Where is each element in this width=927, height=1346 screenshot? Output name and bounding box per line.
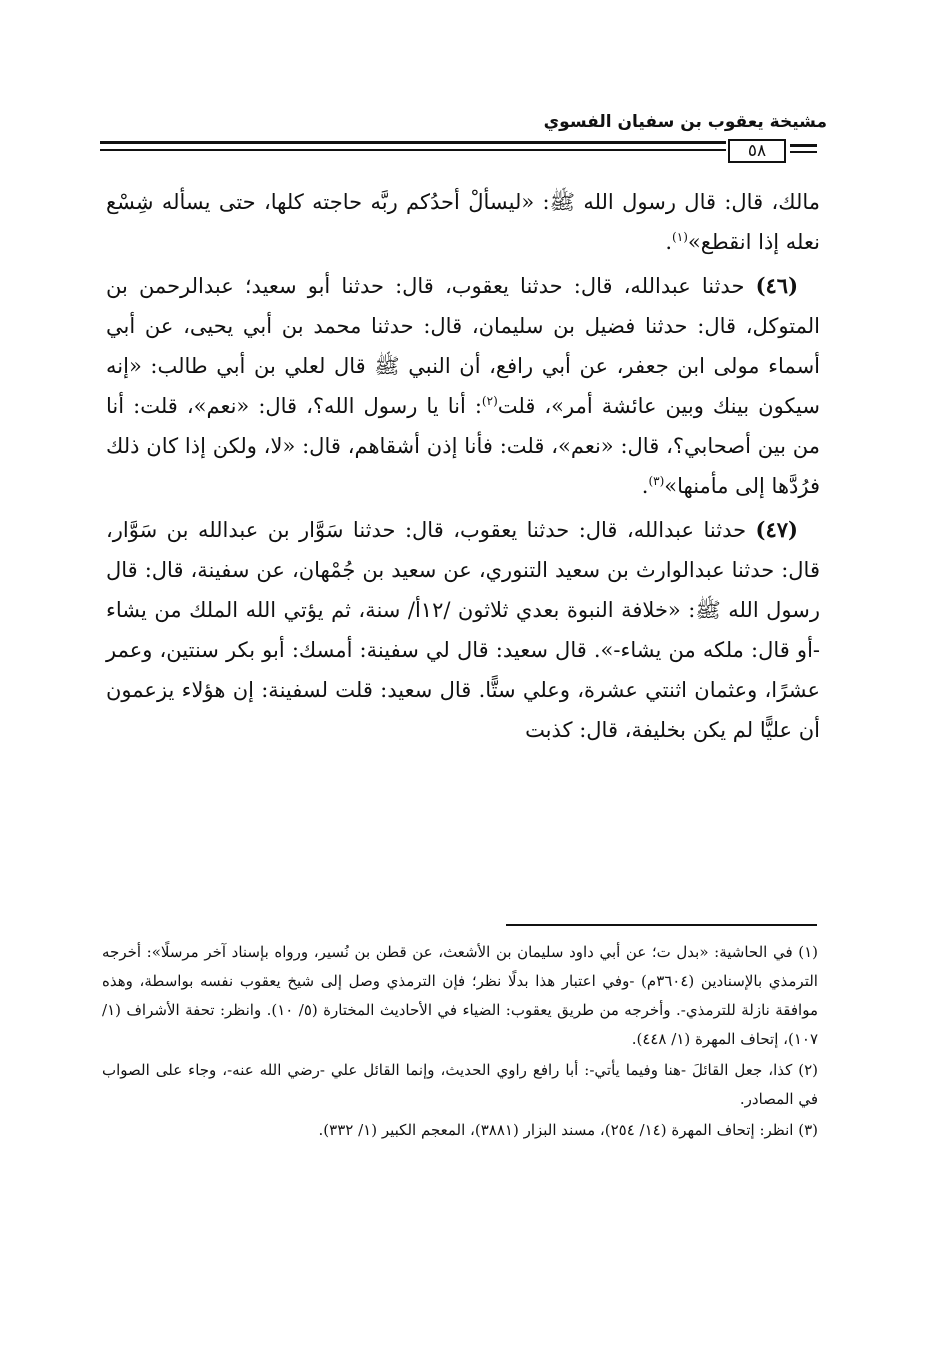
header-rule-top [100, 141, 726, 144]
paragraph-1 [106, 182, 820, 262]
paragraph-1-end: . [665, 230, 673, 254]
header-rule-tail-bottom [790, 151, 817, 153]
footnote-3: (٣) انظر: إتحاف المهرة (١٤/ ٢٥٤)، مسند البزار (٣٨٨١)، المعجم الكبير (١/ ٣٣٢). [318, 1121, 818, 1139]
header-rule-bottom [100, 149, 726, 151]
main-text [106, 182, 820, 754]
footnote-ref-1: (١) [672, 230, 688, 244]
footnote-ref-2: (٢) [481, 394, 498, 408]
hadith-number-47: (٤٧) [755, 517, 798, 542]
paragraph-2-end: . [641, 474, 649, 498]
footnote-ref-3: (٣) [648, 474, 665, 488]
paragraph-2 [106, 266, 820, 506]
paragraph-3-text: حدثنا عبدالله، قال: حدثنا يعقوب، قال: حدثنا سَوَّار بن عبدالله بن سَوَّار، قال: حدثنا عبدالوارث بن سعيد التنوري، عن سعيد بن جُمْهان، عن سفينة، قال: قال رسول الله ﷺ: «خلافة النبوة بعدي ثلاثون /١٢أ/ سنة، ثم يؤتي الله الملك من يشاء -أو قال: ملكه من يشاء-». قال سعيد: قال لي سفينة: أمسك: أبو بكر سنتين، وعمر عشرًا، وعثمان اثنتي عشرة، وعلي ستًّا. قال سعيد: قلت لسفينة: إن هؤلاء يزعمون أن عليًّا لم يكن بخليفة، قال: كذبت [106, 518, 820, 742]
hadith-number-46: (٤٦) [755, 273, 798, 298]
footnote-2: (٢) كذا، جعل القائلَ -هنا وفيما يأتي-: أبا رافع راوي الحديث، وإنما القائل علي -رضي الله عنه-، وجاء على الصواب في المصادر. [102, 1061, 818, 1108]
footnotes [102, 938, 818, 1147]
paragraph-2-text-a: حدثنا عبدالله، قال: حدثنا يعقوب، قال: حدثنا أبو سعيد؛ عبدالرحمن بن المتوكل، قال: حدثنا فضيل بن سليمان، قال: حدثنا محمد بن أبي يحيى، عن أبي أسماء مولى ابن جعفر، عن أبي رافع، أن النبي ﷺ قال لعلي بن أبي طالب: «إنه سيكون بينك وبين عائشة أمر»، قلت [106, 274, 820, 418]
footnote-separator [506, 924, 817, 926]
footnote-1: (١) في الحاشية: «بدل ت؛ عن أبي داود سليمان بن الأشعث، عن قطن بن نُسير، ورواه بإسناد آخر مرسلًا»: أخرجه الترمذي بالإسنادين (٣٦٠٤م) -وفي اعتبار هذا بدلًا نظر؛ فإن الترمذي وصل إلى شيخ يعقوب نفسه بواسطة، وهذه موافقة نازلة للترمذي-. وأخرجه من طريق يعقوب: الضياء في الأحاديث المختارة (٥/ ١٠). وانظر: تحفة الأشراف (١/ ١٠٧)، إتحاف المهرة (١/ ٤٤٨). [102, 943, 819, 1048]
paragraph-1-text: مالك، قال: قال رسول الله ﷺ: «ليسألْ أحدُكم ربَّه حاجته كلها، حتى يسأله شِسْع نعله إذا انقطع» [106, 190, 820, 254]
header-rule-tail-top [790, 144, 817, 147]
running-title: مشيخة يعقوب بن سفيان الفسوي [543, 112, 827, 132]
paragraph-3 [106, 510, 820, 750]
page-number: ٥٨ [728, 139, 786, 163]
paragraph-2-text-b: : أنا يا رسول الله؟، قال: «نعم»، قلت: أنا من بين أصحابي؟، قال: «نعم»، قلت: فأنا إذن أشقاهم، قال: «لا، ولكن إذا كان ذلك فرُدَّها إلى مأمنها» [106, 394, 820, 498]
